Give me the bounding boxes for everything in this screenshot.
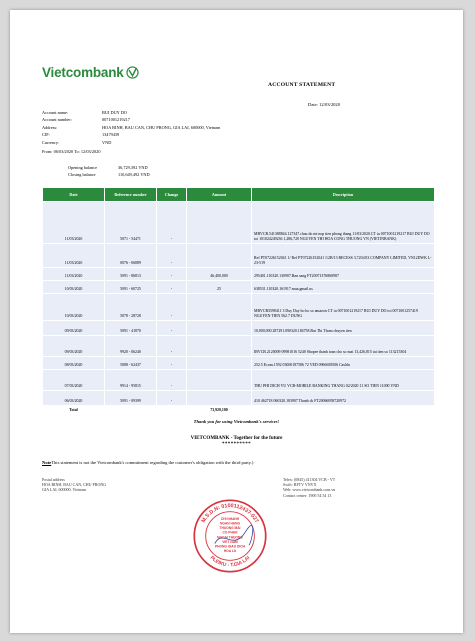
balances bbox=[68, 164, 150, 178]
table-total-row bbox=[43, 406, 435, 414]
cell-date: 09/03/2020 bbox=[43, 336, 105, 357]
cell-description: 252.5 Ecom.1592 03000187586 72 VED 0966658506 Cashln bbox=[252, 357, 435, 370]
slogan-stars: ********** bbox=[222, 442, 251, 447]
stamp-center-line: HOA LU bbox=[223, 548, 237, 553]
table-row bbox=[43, 336, 435, 357]
cell-amount bbox=[187, 336, 252, 357]
stamp-center-line: CO PHAN bbox=[222, 530, 238, 535]
column-header-description: Description bbox=[252, 188, 435, 202]
thank-you-message: Thank you for using Vietcombank's services! bbox=[193, 419, 280, 424]
note-text: This statement is not the Vietcombank's commitment regarding the customer's obligation with the third party.) bbox=[51, 460, 254, 465]
table-row bbox=[43, 268, 435, 281]
cell-date: 07/03/2020 bbox=[43, 370, 105, 391]
balance-label: Opening balance bbox=[68, 165, 97, 170]
account-info-row bbox=[42, 109, 220, 116]
balance-row bbox=[68, 171, 150, 178]
table-row bbox=[43, 357, 435, 370]
cell-date: 11/03/2020 bbox=[43, 202, 105, 244]
address-line: GIA LAI, 600000, Vietnam bbox=[42, 487, 87, 493]
account-info bbox=[42, 109, 220, 146]
account-label: Currency: bbox=[42, 139, 60, 145]
cell-change: - bbox=[157, 357, 187, 370]
statement-page bbox=[10, 10, 463, 633]
cell-amount bbox=[187, 321, 252, 336]
contact-line: Telex: (0845) 411304 VCB - VT bbox=[283, 477, 336, 482]
cell-amount bbox=[187, 294, 252, 321]
cell-date: 11/03/2020 bbox=[43, 244, 105, 268]
cell-description: MBVCB3598411 3 Duy Day ho ho so amazon CT tu 0071001219217 BUI DUY DO toi 0071001257419 NGUYEN TIEN 562.7 DUNG bbox=[252, 294, 435, 321]
column-header-reference: Reference number bbox=[105, 188, 157, 202]
cell-amount: 46,400,000 bbox=[187, 268, 252, 281]
address-line: HOA BINH, BAU CAN, CHU PRONG bbox=[42, 482, 107, 488]
account-label: Account name: bbox=[42, 110, 69, 115]
account-label: Address: bbox=[42, 124, 58, 130]
cell-amount bbox=[187, 244, 252, 268]
cell-amount bbox=[187, 391, 252, 406]
stamp-center-line: NGAN HANG bbox=[219, 521, 241, 526]
contact-info bbox=[283, 477, 335, 498]
note-label: Note bbox=[42, 460, 52, 465]
cell-change: - bbox=[157, 268, 187, 281]
account-value: BUI DUY DO bbox=[102, 110, 127, 115]
contact-line: Swift: BFTV VNVX bbox=[283, 482, 317, 488]
statement-period: From: 06/03/2020 To: 12/03/2020 bbox=[42, 149, 101, 154]
cell-change: - bbox=[157, 202, 187, 244]
cell-change: - bbox=[157, 370, 187, 391]
cell-reference: 5091 - 41870 bbox=[105, 321, 157, 336]
table-row bbox=[43, 202, 435, 244]
cell-description: 10,000,000 287291.090320.184758.Bui Thi Thom chuyen tien bbox=[252, 321, 435, 336]
cell-date: 09/03/2020 bbox=[43, 321, 105, 336]
table-header-row bbox=[43, 188, 435, 202]
cell-date: 10/03/2020 bbox=[43, 294, 105, 321]
stamp-center-line: PHONG GIAO DICH bbox=[215, 544, 245, 549]
stamp-bottom-text: PLEIKU - T.GIA LAI bbox=[208, 555, 252, 569]
balance-value: 36,729,392 VND bbox=[118, 165, 148, 170]
bank-slogan: VIETCOMBANK - Together for the future bbox=[190, 436, 283, 441]
cell-date: 06/03/2020 bbox=[43, 391, 105, 406]
cell-amount: 25 bbox=[187, 281, 252, 294]
table-row bbox=[43, 321, 435, 336]
table-row bbox=[43, 391, 435, 406]
account-value: VND bbox=[102, 139, 112, 145]
document-title: ACCOUNT STATEMENT bbox=[268, 82, 336, 88]
account-info-row bbox=[42, 116, 220, 123]
balance-value: 110,649,492 VND bbox=[118, 172, 150, 178]
cell-reference: 9914 - 95815 bbox=[105, 370, 157, 391]
cell-change: - bbox=[157, 281, 187, 294]
cell-amount bbox=[187, 370, 252, 391]
column-header-change: Change bbox=[157, 188, 187, 202]
cell-reference: 5071 - 54471 bbox=[105, 202, 157, 244]
cell-change: - bbox=[157, 336, 187, 357]
transactions-table bbox=[42, 187, 435, 414]
cell-description: Ref PT07226152041 1/ Ref PT07226152041 1/2B/13 RECESS 3,720,653 COMPANY LIMITED, VN12DWK L-23-519 bbox=[252, 244, 435, 268]
account-value: HOA BINH, BAU CAN, CHU PRONG, GIA LAI, 600000, Vietnam bbox=[102, 124, 221, 130]
cell-change: - bbox=[157, 321, 187, 336]
cell-change: - bbox=[157, 391, 187, 406]
table-row bbox=[43, 281, 435, 294]
account-info-row bbox=[42, 131, 220, 138]
cell-description: 638531.110320.161917.mua.gmail.us bbox=[252, 281, 435, 294]
cell-reference: 9920 - 06240 bbox=[105, 336, 157, 357]
table-row bbox=[43, 244, 435, 268]
cell-reference: 5091 - 09399 bbox=[105, 391, 157, 406]
brand-logo bbox=[42, 65, 139, 80]
account-label: CIF: bbox=[42, 132, 50, 138]
table-row bbox=[43, 370, 435, 391]
total-value: 73,920,100 bbox=[187, 406, 252, 414]
svg-text:PLEIKU - T.GIA LAI bbox=[209, 555, 252, 569]
cell-reference: 0076 - 06889 bbox=[105, 244, 157, 268]
account-info-row bbox=[42, 139, 220, 146]
cell-amount bbox=[187, 357, 252, 370]
account-info-row bbox=[42, 124, 220, 131]
account-value: 13479439 bbox=[102, 132, 120, 138]
contact-line: Contact center: 1900 54 54 13 bbox=[283, 492, 332, 498]
balance-label: Closing balance bbox=[68, 172, 96, 178]
stamp-center-line: NGOAI THUONG bbox=[217, 535, 243, 540]
cell-description: MBVCB.541388844.127347.chau do mi nop tien phong thang 11/03/2020.CT tu 0071001219217 BUI DUY DO toi 101024249236 1,286,720 NGUYEN THI HOA CONG THUONG VN (VIETINBANK) bbox=[252, 202, 435, 244]
column-header-amount: Amount bbox=[187, 188, 252, 202]
disclaimer-note bbox=[42, 460, 253, 465]
cell-reference: 5091 - 86813 bbox=[105, 268, 157, 281]
cell-description: 295401.110320.130907.Ban sang FT20071376868987 bbox=[252, 268, 435, 281]
cell-reference: 5088 - 62437 bbox=[105, 357, 157, 370]
account-label: Account number: bbox=[42, 117, 72, 123]
cell-date: 08/03/2020 bbox=[43, 357, 105, 370]
postal-address bbox=[42, 477, 106, 493]
account-value: 0071001219217 bbox=[102, 117, 130, 123]
stamp-center-line: CHI NHANH bbox=[220, 517, 240, 522]
cell-reference: 5078 - 28728 bbox=[105, 294, 157, 321]
table-row bbox=[43, 294, 435, 321]
cell-date: 11/03/2020 bbox=[43, 268, 105, 281]
brand-name: Vietcombank bbox=[42, 65, 124, 80]
stamp-center-line: THUONG MAI bbox=[219, 526, 241, 531]
cell-change: - bbox=[157, 294, 187, 321]
statement-date: Date: 12/03/2020 bbox=[308, 102, 341, 107]
bank-stamp-seal bbox=[192, 498, 268, 574]
contact-line: Web: www.vietcombank.com.vn bbox=[283, 487, 336, 493]
stamp-center-line: VIET NAM bbox=[222, 539, 238, 544]
cell-reference: 5091 - 60725 bbox=[105, 281, 157, 294]
total-label: Total bbox=[43, 406, 105, 414]
column-header-date: Date bbox=[43, 188, 105, 202]
balance-row bbox=[68, 164, 150, 171]
stamp-ring-text: M.S.D.N: 0100112437-027 bbox=[200, 503, 260, 524]
cell-description: IBVCB.2120009 09981016 5240 Shopee thanh toan cho so mat 13,426,815 tai tien so 113215304 bbox=[252, 336, 435, 357]
cell-description: 410 462718 060320.183907 Thanh ck FT20066958720972 bbox=[252, 391, 435, 406]
cell-date: 10/03/2020 bbox=[43, 281, 105, 294]
cell-amount bbox=[187, 202, 252, 244]
vietcombank-logo-icon bbox=[126, 66, 139, 79]
cell-description: THU PHI DICH VU VCB-MOBILE BANKING THANG 02/2020 11 SO TIEN 11000 VND bbox=[252, 370, 435, 391]
cell-change: - bbox=[157, 244, 187, 268]
address-line: Postal address bbox=[42, 477, 65, 482]
